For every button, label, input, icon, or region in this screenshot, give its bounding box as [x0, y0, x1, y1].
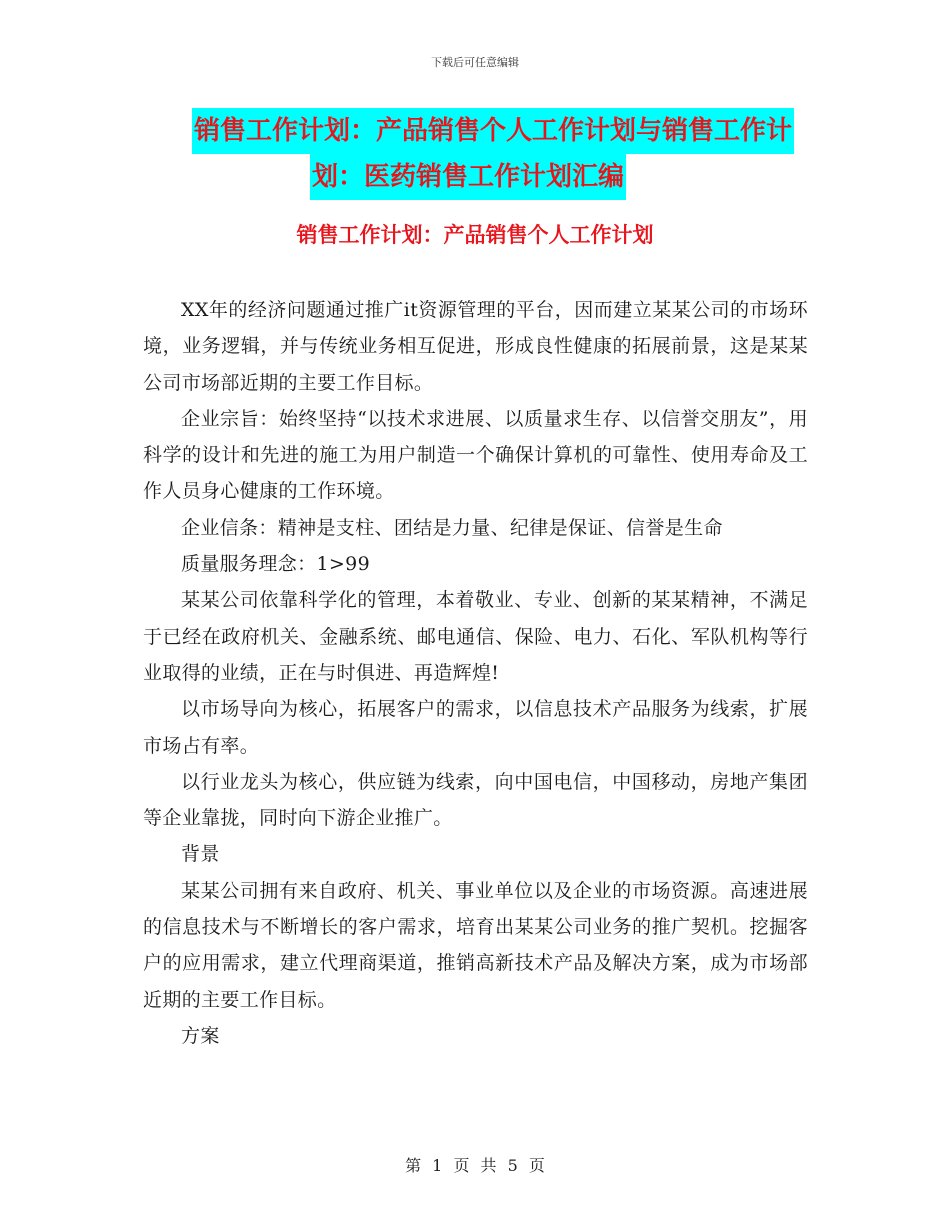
header-note: 下载后可任意编辑: [431, 56, 519, 69]
document-body: [143, 292, 808, 1054]
paragraph: 某某公司依靠科学化的管理，本着敬业、专业、创新的某某精神，不满足于已经在政府机关、金融系统、邮电通信、保险、电力、石化、军队机构等行业取得的业绩，正在与时俱进、再造辉煌!: [143, 589, 808, 684]
document-title-line-1: 销售工作计划：产品销售个人工作计划与销售工作计: [192, 108, 794, 154]
paragraph-heading: 方案: [181, 1024, 220, 1047]
paragraph: 以行业龙头为核心，供应链为线索，向中国电信，中国移动，房地产集团等企业靠拢，同时向下游企业推广。: [143, 770, 808, 830]
section-title: 销售工作计划：产品销售个人工作计划: [296, 223, 654, 247]
paragraph: 质量服务理念：1>99: [181, 553, 371, 576]
paragraph: 某某公司拥有来自政府、机关、事业单位以及企业的市场资源。高速进展的信息技术与不断增长的客户需求，培育出某某公司业务的推广契机。挖掘客户的应用需求，建立代理商渠道，推销高新技术产品及解决方案，成为市场部近期的主要工作目标。: [143, 879, 808, 1011]
document-title: [140, 108, 810, 200]
paragraph-heading: 背景: [181, 843, 220, 866]
document-title-line-2: 划：医药销售工作计划汇编: [310, 154, 626, 200]
paragraph: 企业宗旨：始终坚持“以技术求进展、以质量求生存、以信誉交朋友”，用科学的设计和先进的施工为用户制造一个确保计算机的可靠性、使用寿命及工作人员身心健康的工作环境。: [143, 407, 808, 503]
paragraph: XX年的经济问题通过推广it资源管理的平台，因而建立某某公司的市场环境，业务逻辑，并与传统业务相互促进，形成良性健康的拓展前景，这是某某公司市场部近期的主要工作目标。: [143, 299, 808, 394]
paragraph: 企业信条：精神是支柱、团结是力量、纪律是保证、信誉是生命: [181, 516, 723, 539]
paragraph: 以市场导向为核心，拓展客户的需求，以信息技术产品服务为线索，扩展市场占有率。: [143, 698, 808, 757]
page-number: 第 1 页 共 5 页: [405, 1156, 545, 1175]
